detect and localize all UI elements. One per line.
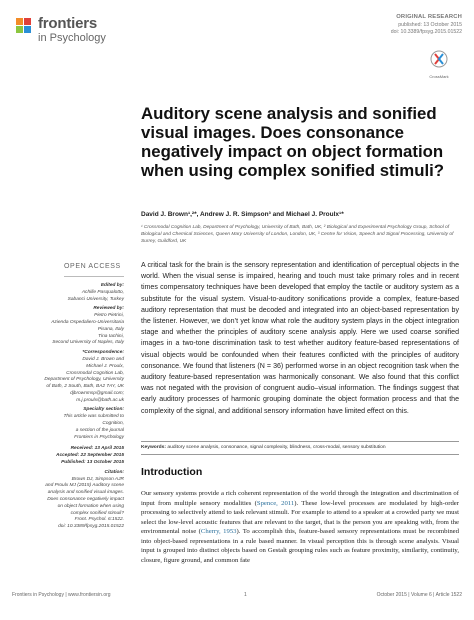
citation-line: and Proulx MJ (2015) Auditory scene xyxy=(45,483,124,489)
received-date: Received: 13 April 2015 xyxy=(70,446,124,452)
doi-link[interactable]: doi: 10.3389/fpsyg.2015.01522 xyxy=(390,28,462,35)
citation-line: analysis and sonified visual images. xyxy=(47,490,124,496)
specialty-label: Specialty section: xyxy=(83,407,124,413)
published-date-sidebar: Published: 13 October 2015 xyxy=(61,460,124,466)
accepted-date: Accepted: 22 September 2015 xyxy=(56,453,124,459)
introduction-heading: Introduction xyxy=(141,466,203,478)
reviewed-by-label: Reviewed by: xyxy=(93,306,124,312)
reviewer-line: Pietro Pietrini, xyxy=(94,313,124,319)
citation-line: Front. Psychol. 6:1522. xyxy=(74,517,124,523)
page-number: 1 xyxy=(244,592,247,598)
frontiers-logo-icon xyxy=(14,16,34,40)
keywords-bottom-divider xyxy=(141,454,459,455)
correspondence-line: David J. Brown and xyxy=(82,356,124,362)
keywords-label: Keywords: xyxy=(141,445,167,450)
correspondence-line: Department of Psychology, University xyxy=(44,377,124,383)
citation-link[interactable]: Cherry, 1953 xyxy=(200,528,237,536)
reviewer-line: Azienda Ospedaliero-Universitaria xyxy=(51,319,124,325)
correspondence-label: *Correspondence: xyxy=(82,350,124,356)
citation-line: Brown DJ, Simpson AJR xyxy=(71,476,124,482)
citation-line: Does consonance negatively impact xyxy=(47,497,124,503)
specialty-line: This article was submitted to xyxy=(63,414,124,420)
specialty-line: a section of the journal xyxy=(75,427,124,433)
correspondence-line: Crossmodal Cognition Lab, xyxy=(66,370,124,376)
intro-text: Our sensory systems provide a rich coherent representation of the world through the integration and discrimination of input from multiple sensory modalities ( xyxy=(141,490,459,507)
correspondence-line: of Bath, 2 South, Bath, BA2 7AY, UK xyxy=(46,384,124,390)
frontiers-logo[interactable] xyxy=(14,14,134,46)
specialty-line: Cognition, xyxy=(102,421,124,427)
editor-line: Sabanci University, Turkey xyxy=(67,296,124,302)
citation-label: Citation: xyxy=(104,469,124,475)
email-link[interactable]: djbrownmsp@gmail.com; xyxy=(70,390,124,396)
open-access-divider xyxy=(64,276,124,277)
keywords xyxy=(141,445,459,450)
article-type: ORIGINAL RESEARCH xyxy=(396,14,462,20)
intro-text: ). These low-level processes are modulated by high-order processing to selectively attend to task relevant stimuli. For example to attend to a speaker at a crowded party we must select the low-level acoustic features that are relevant to the target, that is the person you are speaking with, from the environmental noise ( xyxy=(141,499,459,536)
open-access-label: OPEN ACCESS xyxy=(64,263,121,270)
email-link[interactable]: m.j.proulx@bath.ac.uk xyxy=(76,397,124,403)
editor-line: Achille Pasqualotto, xyxy=(81,289,124,295)
citation-link[interactable]: Spence, 2011 xyxy=(256,499,295,507)
abstract: A critical task for the brain is the sensory representation and identification of perceptual objects in the world. When the visual sense is impaired, hearing and touch must take primary roles and in recent times compensatory techniques have been developed that employ the tactile or auditory system as a substitute for the visual system. Visual-to-auditory sonifications provide a complex, feature-based auditory representation that must be decoded and integrated into an object-based representation by the listener. However, we don’t yet know what role the auditory system plays in the object integration stage and whether the principles of auditory scene analysis apply. Here we used coarse sonified images in a two-tone discrimination task to test whether auditory feature-based representations of visual objects would be confounded when their features conflicted with the principles of auditory consonance. We found that listeners (N = 36) performed worse in an object recognition task when the auditory feature-based representation was harmonically consonant. We also found that this conflict was not negated with the provision of congruent audio–visual information. The findings suggest that early auditory processes of harmonic grouping dominate the object formation process and that the complexity of the signal, and additional sensory information have limited effect on this. xyxy=(141,262,459,415)
introduction-paragraph xyxy=(141,489,459,565)
intro-text: ). To accomplish this, feature-based sensory representations must be recombined into object-based representations in a rule based manner. In visual perception this is through scene analysis. Visual input is grouped into distinct objects based on Gestalt grouping rules such as feature proximity, similarity, continuity, closure, figure ground, and common fate xyxy=(141,528,459,564)
affiliations: ¹ Crossmodal Cognition Lab, Department of Psychology, University of Bath, Bath, UK, ² Biological and Experimental Psychology Group, School of Biological and Chemical Sciences, Queen Mary University of London, London, UK, ³ Centre for Vision, Speech and Signal Processing, University of Surrey, Guildford, UK xyxy=(141,225,454,244)
crossmark-label: CrossMark xyxy=(429,74,449,79)
article-info-sidebar xyxy=(14,262,124,531)
correspondence-line: Michael J. Proulx, xyxy=(86,363,124,369)
crossmark-icon xyxy=(430,50,448,68)
citation-doi-link[interactable]: doi: 10.3389/fpsyg.2015.01522 xyxy=(58,524,124,530)
author-list: David J. Brown¹,²*, Andrew J. R. Simpson³ and Michael J. Proulx¹* xyxy=(141,211,344,218)
footer-issue-info: October 2015 | Volume 6 | Article 1522 xyxy=(376,592,462,598)
article-title: Auditory scene analysis and sonified visual images. Does consonance negatively impact on object formation when using complex sonified stimuli? xyxy=(141,104,445,181)
reviewer-line: Pisana, Italy xyxy=(97,326,124,332)
page-footer xyxy=(12,592,462,602)
crossmark-badge[interactable] xyxy=(428,50,450,78)
brand-name: frontiers xyxy=(38,15,98,32)
specialty-line: Frontiers in Psychology xyxy=(74,434,124,440)
citation-line: on object formation when using xyxy=(57,503,124,509)
reviewer-line: Second University of Naples, Italy xyxy=(52,340,124,346)
citation-line: complex sonified stimuli? xyxy=(70,510,124,516)
reviewer-line: Tina Iachini, xyxy=(98,333,124,339)
article-meta xyxy=(391,14,462,36)
journal-name: in Psychology xyxy=(38,32,106,44)
published-date: published: 13 October 2015 xyxy=(398,21,462,28)
edited-by-label: Edited by: xyxy=(100,282,124,288)
keywords-top-divider xyxy=(141,441,459,442)
keywords-text: auditory scene analysis, consonance, signal complexity, blindness, cross-modal, sensory substitution xyxy=(167,445,386,450)
footer-journal-link[interactable]: Frontiers in Psychology | www.frontiersin.org xyxy=(12,592,111,598)
